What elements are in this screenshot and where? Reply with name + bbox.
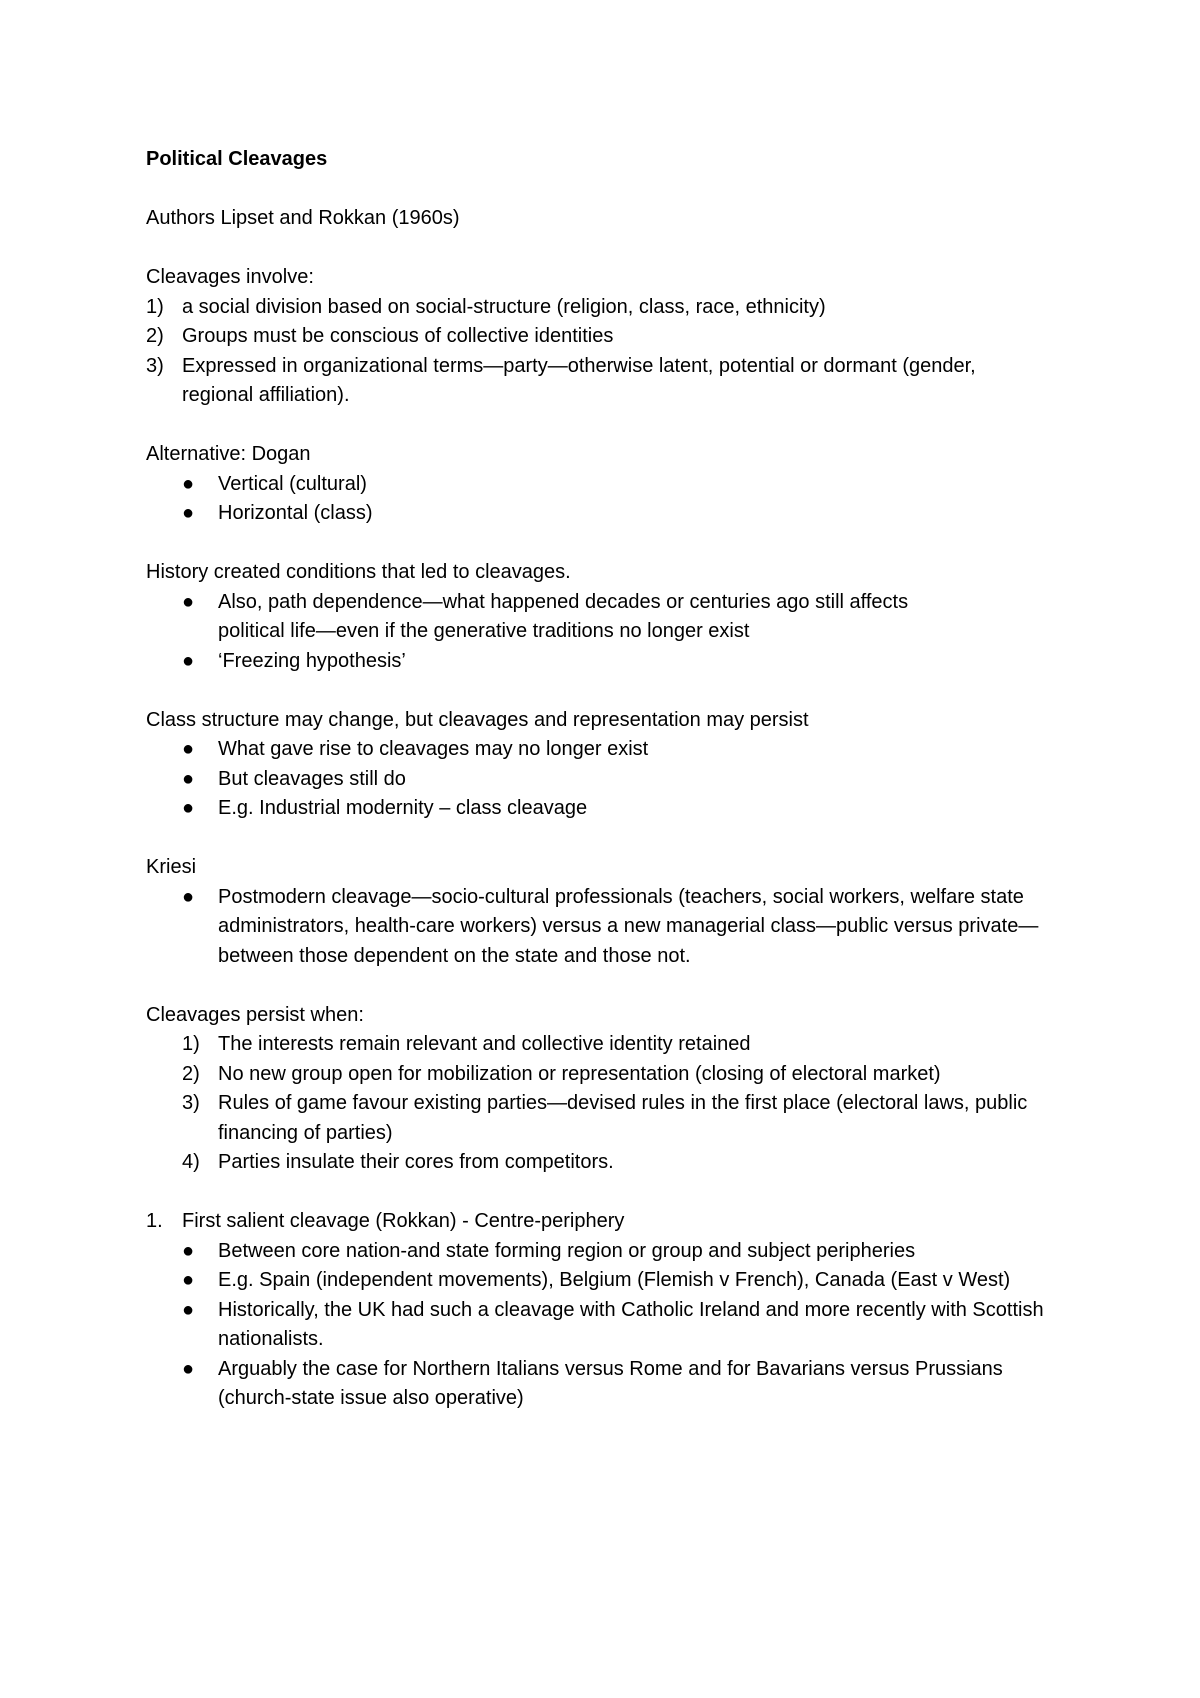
- spacer: [146, 175, 1076, 205]
- bullet-icon: ●: [182, 767, 195, 790]
- list-item-text: Vertical (cultural): [218, 472, 367, 495]
- list-item: [146, 1148, 1076, 1178]
- list-item-text: E.g. Spain (independent movements), Belgium (Flemish v French), Canada (East v West): [218, 1269, 1011, 1291]
- list-item: [146, 1296, 1076, 1355]
- list-item: [146, 735, 1076, 765]
- list-number: 1.: [146, 1210, 163, 1232]
- list-item-text: Groups must be conscious of collective identities: [182, 325, 614, 347]
- list-item-text: Arguably the case for Northern Italians versus Rome and for Bavarians versus Prussians (church-state issue also operative): [218, 1357, 1003, 1409]
- list-item: [146, 1355, 1076, 1414]
- alternative-heading: Alternative: Dogan: [146, 443, 311, 465]
- document-title: Political Cleavages: [146, 148, 328, 170]
- list-number: 1): [146, 295, 164, 318]
- bullet-icon: ●: [182, 1239, 195, 1262]
- bullet-icon: ●: [182, 885, 195, 908]
- bullet-icon: ●: [182, 590, 195, 613]
- involve-heading: Cleavages involve:: [146, 266, 314, 288]
- list-item: [146, 499, 1076, 529]
- list-item: [146, 647, 1076, 677]
- list-item-text: But cleavages still do: [218, 767, 406, 790]
- bullet-icon: ●: [182, 797, 195, 819]
- list-item: [146, 883, 1076, 972]
- list-item-text: a social division based on social-structure (religion, class, race, ethnicity): [182, 295, 826, 318]
- list-item-text: What gave rise to cleavages may no longer exist: [218, 738, 649, 760]
- list-item-text: Rules of game favour existing parties—devised rules in the first place (electoral laws, public financing of parties): [218, 1092, 1028, 1144]
- class-structure-heading: Class structure may change, but cleavages and representation may persist: [146, 708, 809, 731]
- spacer: [146, 1178, 1076, 1208]
- list-item: [146, 1030, 1076, 1060]
- document-page: [146, 145, 1076, 1414]
- list-item: [146, 293, 1076, 323]
- list-item: [146, 1089, 1076, 1148]
- list-item-text: ‘Freezing hypothesis’: [218, 649, 406, 672]
- bullet-icon: ●: [182, 1357, 195, 1380]
- first-salient-heading: First salient cleavage (Rokkan) - Centre-periphery: [182, 1210, 625, 1232]
- list-number: 1): [182, 1033, 200, 1055]
- bullet-icon: ●: [182, 649, 195, 672]
- list-item-text: Horizontal (class): [218, 502, 373, 524]
- spacer: [146, 971, 1076, 1001]
- list-item-text: Historically, the UK had such a cleavage with Catholic Ireland and more recently with Scottish nationalists.: [218, 1298, 1044, 1350]
- list-item: [146, 1237, 1076, 1267]
- list-item-text: No new group open for mobilization or representation (closing of electoral market): [218, 1062, 941, 1085]
- list-number: 4): [182, 1151, 200, 1173]
- bullet-icon: ●: [182, 502, 195, 524]
- bullet-icon: ●: [182, 1269, 195, 1291]
- authors-line: Authors Lipset and Rokkan (1960s): [146, 207, 460, 229]
- list-item: [146, 1266, 1076, 1296]
- list-number: 2): [146, 325, 164, 347]
- numbered-heading: [146, 1207, 1076, 1237]
- list-item: [146, 588, 1076, 647]
- spacer: [146, 676, 1076, 706]
- list-number: 2): [182, 1062, 200, 1085]
- history-heading: History created conditions that led to cleavages.: [146, 561, 571, 583]
- list-item-text: Postmodern cleavage—socio-cultural professionals (teachers, social workers, welfare state administrators, health-care workers) versus a new managerial class—public versus private—between those dependent on the state and those not.: [218, 885, 1039, 967]
- list-number: 3): [182, 1092, 200, 1114]
- bullet-icon: ●: [182, 738, 195, 760]
- spacer: [146, 234, 1076, 264]
- list-item-text: Between core nation-and state forming region or group and subject peripheries: [218, 1239, 916, 1262]
- list-item-text: Parties insulate their cores from competitors.: [218, 1151, 614, 1173]
- kriesi-heading: Kriesi: [146, 856, 197, 878]
- bullet-icon: ●: [182, 1298, 195, 1321]
- list-item: [146, 1060, 1076, 1090]
- persist-heading: Cleavages persist when:: [146, 1003, 364, 1026]
- list-item: [146, 765, 1076, 795]
- list-item-text: E.g. Industrial modernity – class cleavage: [218, 797, 588, 819]
- spacer: [146, 824, 1076, 854]
- list-item: [146, 352, 1076, 411]
- list-item-text: Also, path dependence—what happened decades or centuries ago still affects political life—even if the generative traditions no longer exist: [218, 590, 909, 642]
- list-item: [146, 322, 1076, 352]
- list-item: [146, 794, 1076, 824]
- list-item-text: The interests remain relevant and collective identity retained: [218, 1033, 751, 1055]
- bullet-icon: ●: [182, 472, 195, 495]
- spacer: [146, 529, 1076, 559]
- list-number: 3): [146, 354, 164, 377]
- spacer: [146, 411, 1076, 441]
- list-item: [146, 470, 1076, 500]
- list-item-text: Expressed in organizational terms—party—otherwise latent, potential or dormant (gender, regional affiliation).: [182, 354, 976, 406]
